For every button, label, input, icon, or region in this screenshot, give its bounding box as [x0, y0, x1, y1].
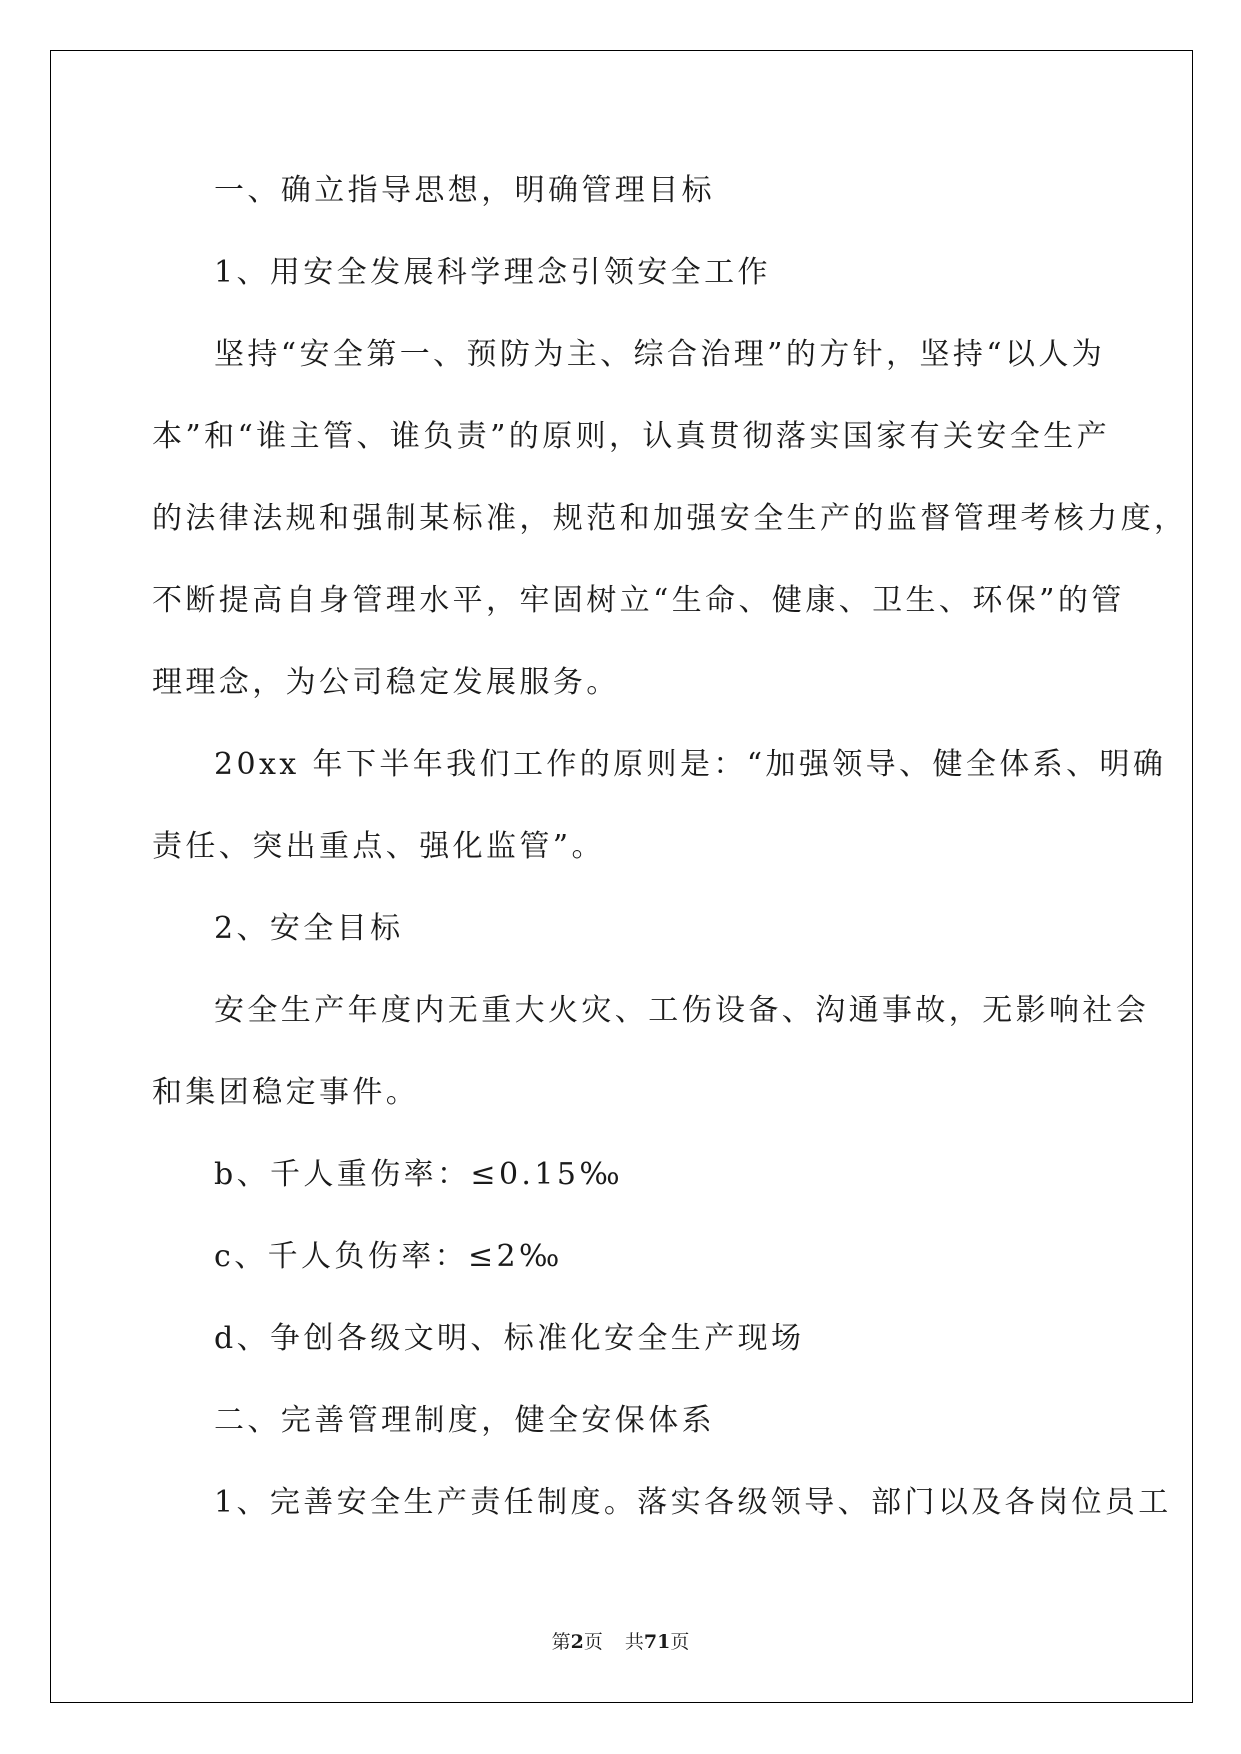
paragraph-line: 20xx 年下半年我们工作的原则是：“加强领导、健全体系、明确	[214, 747, 1167, 782]
total-prefix: 共	[624, 1631, 644, 1653]
total-suffix: 页	[670, 1631, 690, 1653]
paragraph-line: 坚持“安全第一、预防为主、综合治理”的方针，坚持“以人为	[214, 337, 1106, 372]
paragraph-line: 安全生产年度内无重大火灾、工伤设备、沟通事故，无影响社会	[214, 993, 1150, 1028]
section-heading-2: 二、完善管理制度，健全安保体系	[214, 1403, 715, 1438]
paragraph-line: 本”和“谁主管、谁负责”的原则，认真贯彻落实国家有关安全生产	[152, 419, 1111, 454]
page-prefix: 第	[551, 1631, 571, 1653]
paragraph-line: 的法律法规和强制某标准，规范和加强安全生产的监督管理考核力度，	[152, 501, 1188, 536]
paragraph-line: 不断提高自身管理水平，牢固树立“生命、健康、卫生、环保”的管	[152, 583, 1125, 618]
subheading-1-1: 1、用安全发展科学理念引领安全工作	[214, 255, 771, 290]
page-footer	[0, 1628, 1241, 1656]
paragraph-line: 1、完善安全生产责任制度。落实各级领导、部门以及各岗位员工	[214, 1485, 1172, 1520]
page-suffix: 页	[583, 1631, 603, 1653]
section-heading-1: 一、确立指导思想，明确管理目标	[214, 173, 715, 208]
list-item-d: d、争创各级文明、标准化安全生产现场	[214, 1321, 805, 1356]
subheading-1-2: 2、安全目标	[214, 911, 404, 946]
paragraph-line: 和集团稳定事件。	[152, 1075, 420, 1110]
total-pages: 71	[643, 1631, 671, 1653]
list-item-c: c、千人负伤率：≤2‰	[214, 1239, 563, 1274]
document-body	[152, 160, 1188, 1554]
paragraph-line: 理理念，为公司稳定发展服务。	[152, 665, 620, 700]
paragraph-line: 责任、突出重点、强化监管”。	[152, 829, 605, 864]
list-item-b: b、千人重伤率：≤0.15‰	[214, 1157, 623, 1192]
page-number: 2	[570, 1631, 584, 1653]
